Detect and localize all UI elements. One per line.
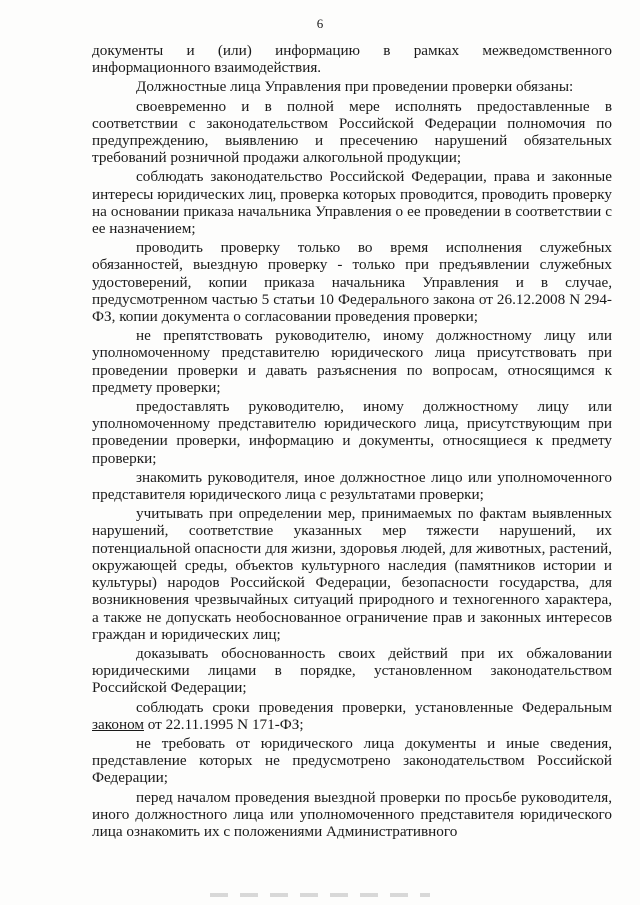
paragraph-11-text-after: от 22.11.1995 N 171-ФЗ;: [143, 715, 304, 733]
paragraph-4: соблюдать законодательство Российской Федерации, права и законные интересы юридических лиц, проверка которых проводится, проводить проверку на основании приказа начальника Управления о ее проведении в соответствии с ее назначением;: [92, 168, 612, 238]
law-link[interactable]: законом: [92, 715, 144, 733]
paragraph-9: учитывать при определении мер, принимаемых по фактам выявленных нарушений, соответствие указанных мер тяжести нарушений, их потенциальной опасности для жизни, здоровья людей, для животных, растений, окружающей среды, объектов культурного наследия (памятников истории и культуры) народов Российской Федерации, безопасности государства, для возникновения чрезвычайных ситуаций природного и техногенного характера, а также не допускать необоснованное ограничение прав и законных интересов граждан и юридических лиц;: [92, 505, 612, 643]
paragraph-8: знакомить руководителя, иное должностное лицо или уполномоченного представителя юридического лица с результатами проверки;: [92, 468, 612, 504]
paragraph-5: проводить проверку только во время исполнения служебных обязанностей, выездную проверку - только при предъявлении служебных удостоверений, копии приказа начальника Управления и в случае, предусмотренном частью 5 статьи 10 Федерального закона от 26.12.2008 N 294-ФЗ, копии документа о согласовании проведения проверки;: [92, 239, 612, 326]
paragraph-11: [92, 699, 612, 733]
scan-artifact: [210, 893, 430, 897]
paragraph-1: документы и (или) информацию в рамках межведомственного информационного взаимодействия.: [92, 42, 612, 77]
page-number: 6: [316, 16, 324, 31]
paragraph-6: не препятствовать руководителю, иному должностному лицу или уполномоченному представителю юридического лица присутствовать при проведении проверки и давать разъяснения по вопросам, относящимся к предмету проверки;: [92, 327, 612, 396]
paragraph-13: перед началом проведения выездной проверки по просьбе руководителя, иного должностного лица или уполномоченного представителя юридического лица ознакомить их с положениями Административного: [92, 788, 612, 840]
document-body: [92, 42, 612, 842]
paragraph-7: предоставлять руководителю, иному должностному лицу или уполномоченному представителю юридического лица, присутствующим при проведении проверки, информацию и документы, относящиеся к предмету проверки;: [92, 398, 612, 467]
paragraph-2: Должностные лица Управления при проведении проверки обязаны:: [136, 78, 574, 96]
paragraph-12: не требовать от юридического лица документы и иные сведения, представление которых не предусмотрено законодательством Российской Федерации;: [92, 734, 612, 787]
paragraph-11-text-before: соблюдать сроки проведения проверки, установленные Федеральным: [136, 698, 612, 716]
paragraph-3: своевременно и в полной мере исполнять предоставленные в соответствии с законодательством Российской Федерации полномочия по предупреждению, выявлению и пресечению нарушений обязательных требований розничной продажи алкогольной продукции;: [92, 97, 612, 167]
paragraph-10: доказывать обоснованность своих действий при их обжаловании юридическими лицами в порядке, установленном законодательством Российской Федерации;: [92, 644, 612, 697]
